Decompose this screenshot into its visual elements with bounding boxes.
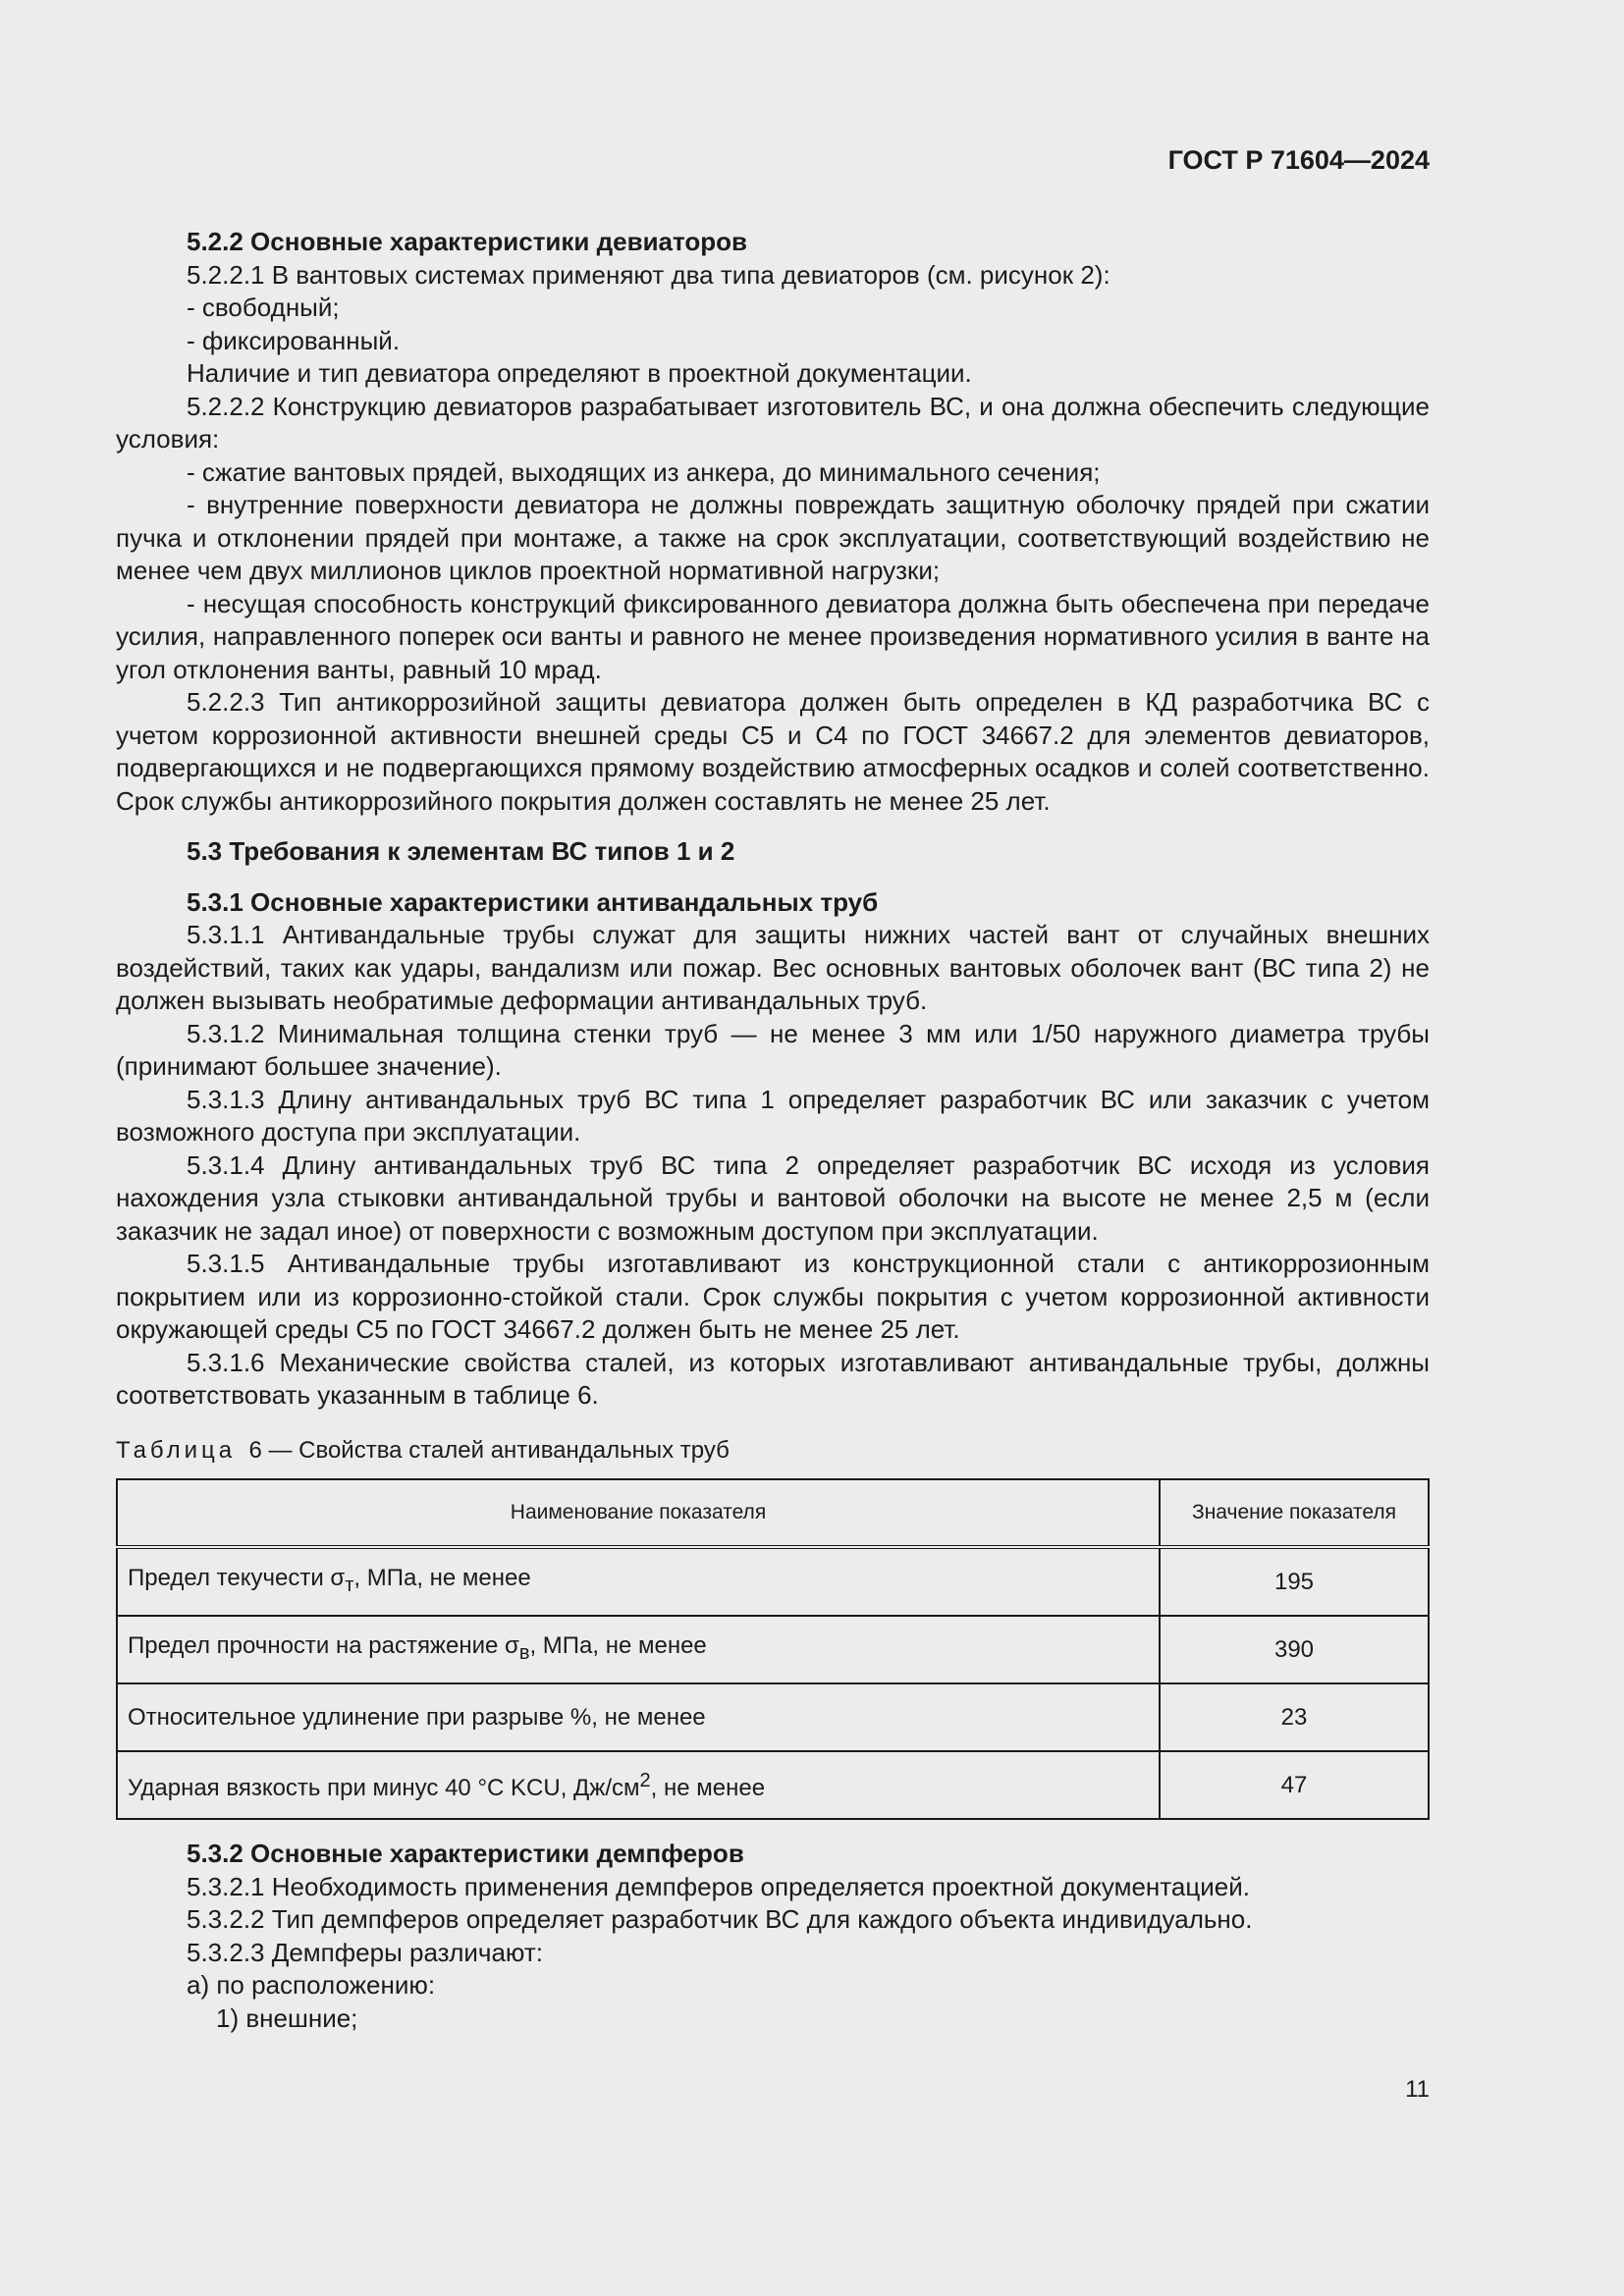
document-id: ГОСТ Р 71604—2024: [1167, 145, 1430, 175]
paragraph: 5.3.2.3 Демпферы различают:: [187, 1937, 543, 1967]
table-header-row: [117, 1479, 1429, 1547]
property-value-cell: 195: [1160, 1547, 1429, 1616]
paragraph: - свободный;: [187, 293, 340, 322]
paragraph: 5.2.2.2 Конструкцию девиаторов разрабатывает изготовитель ВС, и она должна обеспечить следующие условия:: [116, 391, 1430, 454]
paragraph: - сжатие вантовых прядей, выходящих из анкера, до минимального сечения;: [187, 456, 1101, 487]
paragraph: 5.3.1.3 Длину антивандальных труб ВС типа 1 определяет разработчик ВС или заказчик с учетом возможного доступа при эксплуатации.: [116, 1084, 1430, 1147]
paragraph: - фиксированный.: [187, 325, 401, 355]
section-5-3-2: [116, 1838, 1430, 2035]
paragraph: - несущая способность конструкций фиксированного девиатора должна быть обеспечена при передаче усилия, направленного поперек оси ванты и равного не менее произведения нормативного усилия в ванте на угол отклонения ванты, равный 10 мрад.: [116, 588, 1430, 684]
column-header-value: Значение показателя: [1160, 1479, 1429, 1547]
paragraph: 5.3.1.1 Антивандальные трубы служат для защиты нижних частей вант от случайных внешних воздействий, таких как удары, вандализм или пожар. Вес основных вантовых оболочек вант (ВС типа 2) не должен вызывать необратимые деформации антивандальных труб.: [116, 920, 1430, 1015]
table-caption: Таблица 6 — Свойства сталей антивандальных труб: [116, 1436, 730, 1464]
section-heading: 5.2.2 Основные характеристики девиаторов: [187, 227, 748, 256]
paragraph: 5.3.1.6 Механические свойства сталей, из которых изготавливают антивандальные трубы, должны соответствовать указанным в таблице 6.: [116, 1347, 1430, 1410]
property-value-cell: 47: [1160, 1751, 1429, 1819]
property-name-cell: Предел текучести $\sigma_т$, МПа, не менее: [117, 1547, 1160, 1616]
paragraph: 5.3.2.2 Тип демпферов определяет разработчик ВС для каждого объекта индивидуально.: [187, 1904, 1253, 1934]
property-value-cell: 390: [1160, 1616, 1429, 1683]
paragraph: 5.2.2.3 Тип антикоррозийной защиты девиатора должен быть определен в КД разработчика ВС с учетом коррозионной активности внешней среды С5 и С4 по ГОСТ 34667.2 для элементов девиаторов, подвергающихся и не подвергающихся прямому воздействию атмосферных осадков и солей соответственно. Срок службы антикоррозийного покрытия должен составлять не менее 25 лет.: [116, 687, 1430, 816]
column-header-name: Наименование показателя: [117, 1479, 1160, 1547]
section-5-2-2-to-5-3-1: [116, 226, 1430, 1413]
property-name-cell: Ударная вязкость при минус 40 °C KCU, $Дж/см^2$, не менее: [117, 1751, 1160, 1819]
table-row: [117, 1751, 1429, 1819]
paragraph: - внутренние поверхности девиатора не должны повреждать защитную оболочку прядей при сжатии пучка и отклонении прядей при монтаже, а также на срок эксплуатации, соответствующий воздействию не менее чем двух миллионов циклов проектной нормативной нагрузки;: [116, 490, 1430, 585]
paragraph: 1) внешние;: [216, 2002, 358, 2033]
section-heading: 5.3.1 Основные характеристики антивандальных труб: [187, 886, 879, 917]
document-body: [116, 226, 1430, 2035]
paragraph: Наличие и тип девиатора определяют в проектной документации.: [187, 358, 972, 388]
table-row: [117, 1683, 1429, 1751]
table-row: [117, 1547, 1429, 1616]
section-heading: 5.3 Требования к элементам ВС типов 1 и 2: [187, 836, 735, 866]
paragraph: а) по расположению:: [187, 1970, 436, 2000]
property-name-cell: Предел прочности на растяжение $\sigma_в$, МПа, не менее: [117, 1616, 1160, 1683]
page-number: 11: [1405, 2076, 1430, 2103]
property-name-cell: Относительное удлинение при разрыве %, не менее: [117, 1683, 1160, 1751]
paragraph: 5.2.2.1 В вантовых системах применяют два типа девиаторов (см. рисунок 2):: [187, 259, 1110, 290]
paragraph: 5.3.1.5 Антивандальные трубы изготавливают из конструкционной стали с антикоррозионным покрытием или из коррозионно-стойкой стали. Срок службы покрытия с учетом коррозионной активности окружающей среды С5 по ГОСТ 34667.2 должен быть не менее 25 лет.: [116, 1249, 1430, 1344]
property-value-cell: 23: [1160, 1683, 1429, 1751]
paragraph: 5.3.1.4 Длину антивандальных труб ВС типа 2 определяет разработчик ВС исходя из условия нахождения узла стыковки антивандальной трубы и вантовой оболочки на высоте не менее 2,5 м (если заказчик не задал иное) от поверхности с возможным доступом при эксплуатации.: [116, 1149, 1430, 1246]
paragraph: 5.3.2.1 Необходимость применения демпферов определяется проектной документацией.: [187, 1871, 1250, 1901]
table-row: [117, 1616, 1429, 1683]
section-heading: 5.3.2 Основные характеристики демпферов: [187, 1839, 744, 1868]
paragraph: 5.3.1.2 Минимальная толщина стенки труб — не менее 3 мм или 1/50 наружного диаметра трубы (принимают большее значение).: [116, 1018, 1430, 1081]
steel-properties-table: [116, 1478, 1430, 1820]
